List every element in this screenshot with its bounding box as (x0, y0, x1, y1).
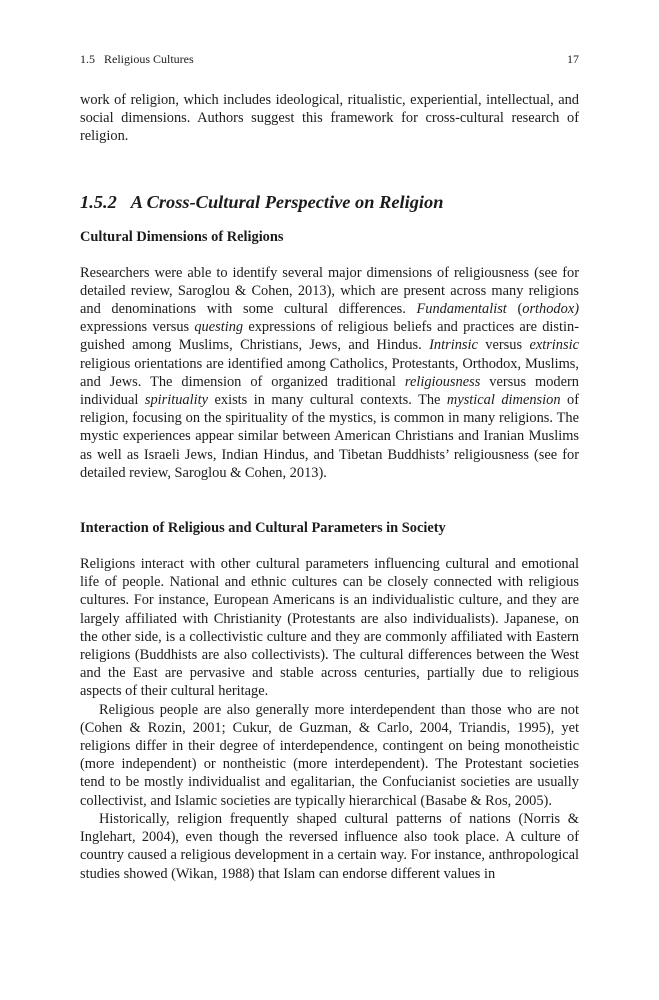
subsection-heading-interaction: Interaction of Religious and Cultural Parameters in Society (80, 520, 446, 537)
subsection-heading-cultural-dimensions: Cultural Dimensions of Religions (80, 228, 284, 245)
paragraph-interaction-2: Religious people are also generally more interdependent than those who are not (Cohen & Rozin, 2001; Cukur, de Guzman, & Carlo, 2004, Triandis, 1995), yet religions differ in their degree of interdependence, contingent on being monotheistic (more independent) or nontheistic (more interdependent). The Protestant societies tend to be mostly individualist and egalitarian, the Confucianist societies are usually collectivist, and Islamic societies are typically hierarchical (Basabe & Ros, 2005). (80, 701, 579, 809)
section-title: A Cross-Cultural Perspective on Religion (130, 191, 444, 212)
paragraph-cultural-dimensions: Researchers were able to identify several major dimensions of religiousness (see for detailed review, Saroglou & Cohen, 2013), which are present across many religions and denominations with some cultural differences. Fundamentalist (orthodox) expressions versus questing expressions of religious beliefs and practices are distinguished among Muslims, Christians, Jews, and Hindus. Intrinsic versus extrinsic religious orientations are identified among Catholics, Protestants, Orthodox, Muslims, and Jews. The dimension of organized traditional religiousness versus modern individual spirituality exists in many cultural contexts. The mystical dimension of religion, focusing on the spirituality of the mystics, is common in many religions. The mystic experiences appear similar between American Christians and Iranian Muslims as well as Israeli Jews, Indian Hindus, and Tibetan Buddhists’ religiousness (see for detailed review, Saroglou & Cohen, 2013). (80, 264, 580, 481)
page-number: 17 (567, 52, 579, 66)
paragraph-interaction-3: Historically, religion frequently shaped cultural patterns of nations (Norris & Inglehart, 2004), even though the reversed influence also took place. A culture of country caused a religious development in a certain way. For instance, anthropological studies showed (Wikan, 1988) that Islam can endorse different values in (80, 810, 579, 882)
section-heading (80, 190, 579, 214)
running-header (80, 51, 579, 67)
continued-paragraph: work of religion, which includes ideological, ritualistic, experiential, intellectual, and social dimensions. Authors suggest this framework for cross-cultural research of religion. (80, 92, 579, 145)
paragraph-interaction-1: Religions interact with other cultural parameters influencing cultural and emotional life of people. National and ethnic cultures can be closely connected with religious cultures. For instance, European Americans is an individualistic culture, and they are largely affiliated with Christianity (Protestants are also individualists). Japanese, on the other side, is a collectivistic culture and they are commonly affiliated with Eastern religions (Buddhists are also collectivists). The cultural differences between the West and the East are pervasive and stable across centuries, partially due to religious aspects of their cultural heritage. (80, 556, 579, 700)
section-number: 1.5.2 (80, 191, 117, 212)
section-reference: 1.5 Religious Cultures (80, 52, 194, 66)
page-body (80, 91, 579, 883)
